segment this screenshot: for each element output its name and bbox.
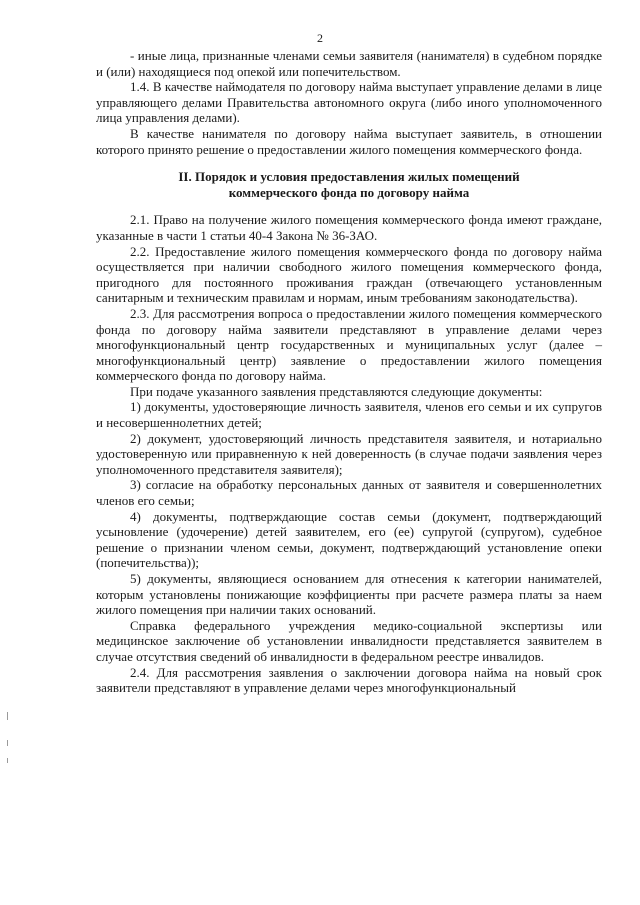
paragraph: 2.2. Предоставление жилого помещения коммерческого фонда по договору найма осуществляется при наличии свободного жилого помещения коммерческого фонда, пригодного для постоянного проживания граждан (отвечающего установленным санитарным и техническим правилам и нормам, иным требованиям законодательства). <box>96 243 602 306</box>
list-item: 1) документы, удостоверяющие личность заявителя, членов его семьи и их супругов и несовершеннолетних детей; <box>96 399 602 431</box>
document-body <box>96 48 602 696</box>
list-item: 3) согласие на обработку персональных данных от заявителя и совершеннолетних членов его семьи; <box>96 477 602 509</box>
paragraph: 2.3. Для рассмотрения вопроса о предоставлении жилого помещения коммерческого фонда по договору найма заявители представляют в управление делами через многофункциональный центр государственных и муниципальных услуг (далее – многофункциональный центр) заявление о предоставлении жилого помещения коммерческого фонда по договору найма. <box>96 305 602 384</box>
list-item: 5) документы, являющиеся основанием для отнесения к категории нанимателей, которым установлены понижающие коэффициенты при расчете размера платы за наем жилого помещения при наличии таких оснований. <box>96 571 602 618</box>
list-item: 4) документы, подтверждающие состав семьи (документ, подтверждающий усыновление (удочерение) детей заявителем, его (ее) супругой (супругом), судебное решение о признании членом семьи, документ, подтверждающий установление опеки (попечительства)); <box>96 508 602 571</box>
page-number: 2 <box>317 31 323 45</box>
section-heading-line-1: II. Порядок и условия предоставления жилых помещений <box>178 169 520 185</box>
paragraph: 2.1. Право на получение жилого помещения коммерческого фонда имеют граждане, указанные в части 1 статьи 40-4 Закона № 36-ЗАО. <box>96 212 602 243</box>
paragraph: - иные лица, признанные членами семьи заявителя (нанимателя) в судебном порядке и (или) находящиеся под опекой или попечительством. <box>96 48 602 79</box>
paragraph: В качестве нанимателя по договору найма выступает заявитель, в отношении которого принято решение о предоставлении жилого помещения коммерческого фонда. <box>96 125 602 157</box>
list-item: 2) документ, удостоверяющий личность представителя заявителя, и нотариально удостоверенную или приравненную к ней доверенность (в случае подачи заявления через уполномоченного представителя заявителя); <box>96 430 602 477</box>
section-heading-line-2: коммерческого фонда по договору найма <box>228 184 470 200</box>
paragraph: Справка федерального учреждения медико-социальной экспертизы или медицинское заключение об установлении инвалидности представляется заявителем в случае отсутствия сведений об инвалидности в федеральном реестре инвалидов. <box>96 617 602 664</box>
paragraph: 1.4. В качестве наймодателя по договору найма выступает управление делами в лице управляющего делами Правительства автономного округа (либо иного уполномоченного лица управления делами). <box>96 79 602 126</box>
scan-margin-mark <box>7 740 8 746</box>
paragraph: При подаче указанного заявления представляются следующие документы: <box>130 383 543 399</box>
paragraph: 2.4. Для рассмотрения заявления о заключении договора найма на новый срок заявители представляют в управление делами через многофункциональный <box>96 664 602 696</box>
scan-margin-mark <box>7 758 8 763</box>
scan-margin-mark <box>7 712 8 720</box>
